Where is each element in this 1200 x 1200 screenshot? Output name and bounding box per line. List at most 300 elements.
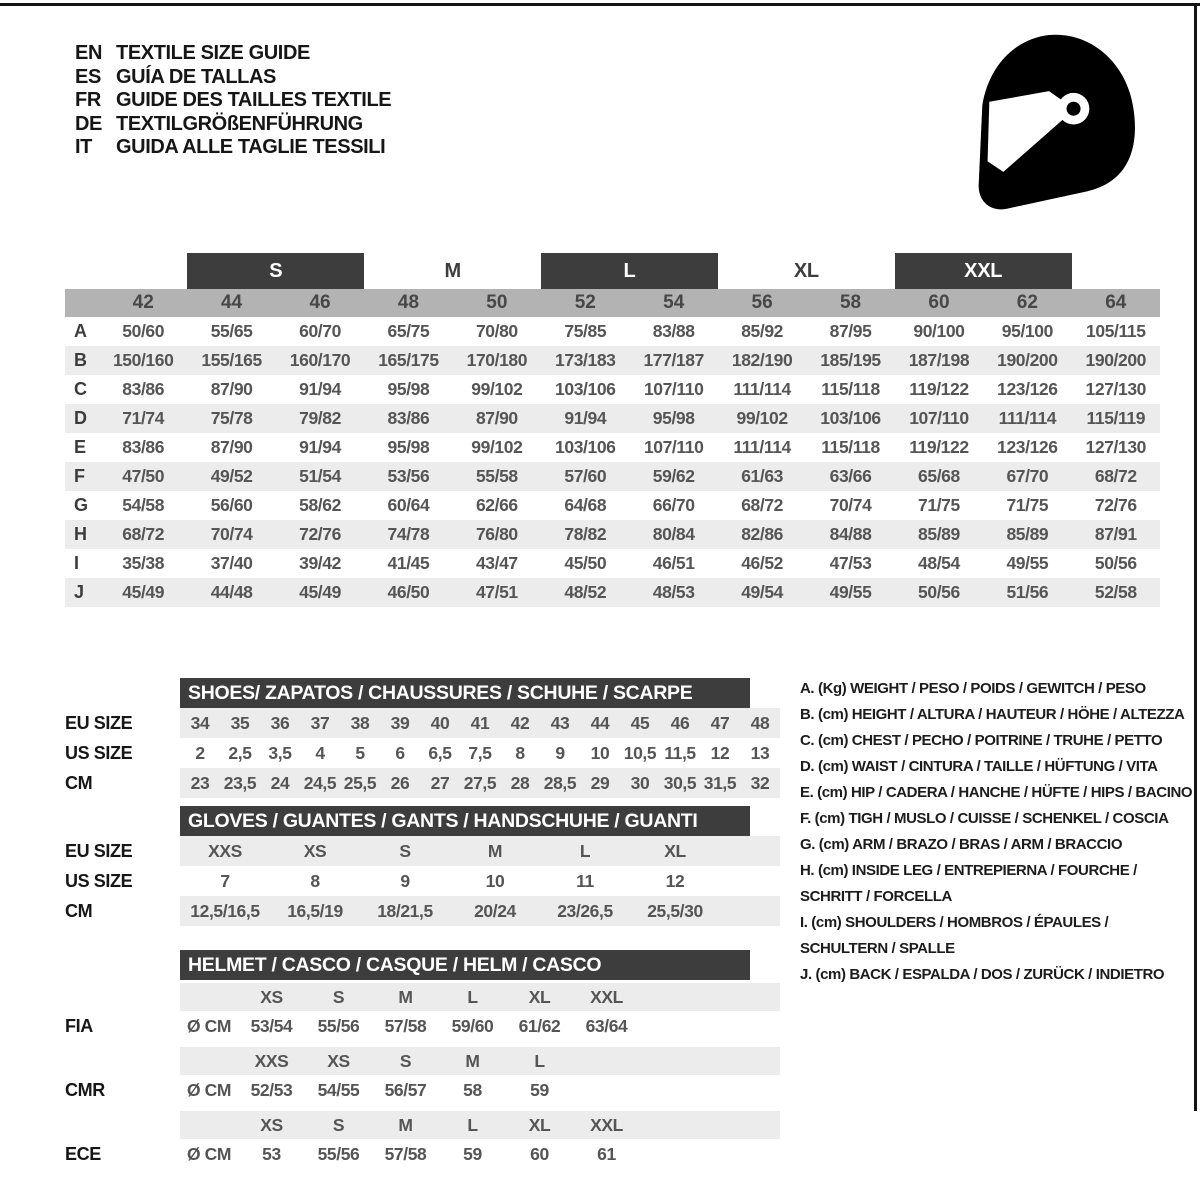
size-cell: 37	[310, 712, 330, 733]
size-group-label-s: S	[187, 253, 364, 289]
size-cell: 48/53	[652, 582, 695, 602]
size-cell: 27,5	[463, 772, 497, 793]
size-cell: 177/187	[643, 350, 704, 370]
size-cell: 165/175	[378, 350, 439, 370]
size-cell: 87/90	[210, 379, 253, 399]
size-cell: 85/89	[1006, 524, 1049, 544]
size-cell: 99/102	[471, 379, 523, 399]
size-cell: 119/122	[909, 437, 969, 457]
size-cell: 150/160	[112, 350, 174, 370]
size-cell: L	[579, 840, 591, 861]
size-cell: 65/68	[918, 466, 960, 486]
size-label: XS	[260, 986, 283, 1007]
size-cell: 39/42	[299, 553, 341, 573]
helmet-section-header: HELMET / CASCO / CASQUE / HELM / CASCO	[180, 950, 750, 980]
size-cell: 190/200	[1085, 350, 1147, 370]
size-cell: 60/64	[387, 495, 430, 515]
size-cell: 63/64	[585, 1015, 628, 1036]
row-label: US SIZE	[65, 870, 133, 891]
size-cell: 24	[270, 772, 290, 793]
size-label: L	[467, 1114, 478, 1135]
size-cell: 99/102	[471, 437, 523, 457]
size-cell: 45/49	[122, 582, 165, 602]
row-values	[180, 708, 780, 738]
size-cell: 46/51	[652, 553, 695, 573]
size-column-header: 56	[751, 292, 773, 313]
row-letter: F	[74, 466, 85, 486]
size-cell: 41/45	[387, 553, 430, 573]
legend-line: D. (cm) WAIST / CINTURA / TAILLE / HÜFTUNG / VITA	[800, 758, 1158, 775]
size-cell: 61/63	[741, 466, 784, 486]
row-label: CMR	[65, 1079, 105, 1100]
shoes-section-header: SHOES/ ZAPATOS / CHAUSSURES / SCHUHE / SCARPE	[180, 678, 750, 708]
size-label: S	[399, 1050, 412, 1071]
size-cell: 12,5/16,5	[190, 900, 260, 921]
size-cell: 187/198	[908, 350, 970, 370]
language-title: GUIDE DES TAILLES TEXTILE	[116, 89, 392, 112]
size-cell: 105/115	[1086, 321, 1146, 341]
size-cell: 57/60	[564, 466, 607, 486]
size-cell: 39	[390, 712, 410, 733]
language-code: IT	[75, 136, 92, 159]
size-cell: 59/60	[451, 1015, 494, 1036]
size-cell: 64/68	[564, 495, 607, 515]
language-title-list	[75, 42, 391, 160]
legend-line: G. (cm) ARM / BRAZO / BRAS / ARM / BRACCIO	[800, 836, 1123, 853]
language-row	[75, 42, 391, 66]
size-cell: 61/62	[518, 1015, 561, 1036]
size-cell: 16,5/19	[287, 900, 343, 921]
size-cell: 103/106	[555, 379, 616, 399]
size-cell: 68/72	[741, 495, 784, 515]
row-letter: C	[74, 379, 87, 399]
size-cell: 45/49	[299, 582, 341, 602]
size-cell: 54/55	[317, 1079, 360, 1100]
size-cell: 72/76	[299, 524, 341, 544]
size-cell: 54/58	[122, 495, 165, 515]
size-cell: XXS	[208, 840, 242, 861]
size-group-row	[65, 253, 1160, 289]
size-cell: 111/114	[998, 408, 1057, 428]
size-label: XL	[528, 1114, 551, 1135]
size-cell: 127/130	[1085, 437, 1147, 457]
legend-line: H. (cm) INSIDE LEG / ENTREPIERNA / FOURCHE /	[800, 862, 1137, 879]
size-cell: 62/66	[475, 495, 518, 515]
size-cell: 103/106	[555, 437, 616, 457]
size-column-header: 44	[221, 292, 243, 313]
table-row	[65, 738, 780, 768]
size-cell: 52/58	[1094, 582, 1137, 602]
language-title: GUIDA ALLE TAGLIE TESSILI	[116, 136, 386, 159]
size-cell: 26	[390, 772, 410, 793]
size-cell: 55/56	[317, 1143, 360, 1164]
size-cell: 59/62	[652, 466, 695, 486]
row-values	[180, 1011, 780, 1041]
diameter-unit: Ø CM	[186, 1079, 232, 1100]
size-cell: 91/94	[299, 437, 341, 457]
gloves-section	[65, 806, 780, 926]
row-values	[180, 1139, 780, 1169]
size-cell: XS	[303, 840, 327, 861]
size-cell: 61	[597, 1143, 616, 1164]
size-cell: 42	[510, 712, 530, 733]
size-cell: 75/85	[564, 321, 607, 341]
size-cell: 155/165	[201, 350, 262, 370]
size-cell: 47/51	[475, 582, 518, 602]
row-label: EU SIZE	[65, 840, 133, 861]
size-cell: 115/118	[821, 379, 880, 399]
legend-line: J. (cm) BACK / ESPALDA / DOS / ZURÜCK / INDIETRO	[800, 966, 1165, 983]
size-cell: 123/126	[997, 437, 1058, 457]
size-cell: 46/52	[741, 553, 784, 573]
size-cell: 84/88	[829, 524, 872, 544]
size-cell: 111/114	[733, 437, 791, 457]
row-label: CM	[65, 772, 93, 793]
size-cell: 107/110	[643, 437, 704, 457]
size-cell: 65/75	[387, 321, 430, 341]
table-row	[65, 1075, 780, 1105]
size-cell: 53/56	[387, 466, 430, 486]
row-values	[180, 738, 780, 768]
size-cell: 49/54	[741, 582, 784, 602]
size-cell: 38	[350, 712, 370, 733]
table-row	[65, 1111, 780, 1139]
size-cell: 3,5	[268, 742, 292, 763]
size-cell: 48	[750, 712, 770, 733]
size-cell: 47	[710, 712, 730, 733]
measurement-row	[65, 549, 1160, 578]
size-cell: 160/170	[289, 350, 351, 370]
size-cell: 7,5	[468, 742, 492, 763]
table-row	[65, 866, 780, 896]
size-cell: 83/88	[652, 321, 695, 341]
size-cell: 10,5	[623, 742, 657, 763]
row-values	[180, 866, 780, 896]
row-letter: D	[74, 408, 87, 428]
size-cell: 185/195	[820, 350, 881, 370]
size-cell: 20/24	[474, 900, 516, 921]
size-cell: 87/91	[1094, 524, 1137, 544]
language-row	[75, 113, 391, 137]
size-cell: 12	[665, 870, 685, 891]
size-cell: 58	[463, 1079, 482, 1100]
size-cell: 45	[630, 712, 650, 733]
size-cell: 28,5	[543, 772, 577, 793]
legend-line: B. (cm) HEIGHT / ALTURA / HAUTEUR / HÖHE / ALTEZZA	[800, 706, 1185, 723]
size-cell: 85/89	[918, 524, 960, 544]
size-cell: 30	[630, 772, 650, 793]
size-cell: 91/94	[564, 408, 607, 428]
legend-line: SCHRITT / FORCELLA	[800, 888, 952, 905]
table-row	[65, 836, 780, 866]
size-cell: 57/58	[384, 1143, 427, 1164]
size-label: XS	[327, 1050, 350, 1071]
size-cell: 107/110	[909, 408, 969, 428]
size-cell: 70/80	[475, 321, 518, 341]
size-cell: 190/200	[997, 350, 1058, 370]
size-cell: 56/60	[210, 495, 253, 515]
size-cell: 46/50	[387, 582, 430, 602]
size-cell: 68/72	[122, 524, 165, 544]
language-code: FR	[75, 89, 101, 112]
size-cell: 52/53	[250, 1079, 293, 1100]
row-letter: B	[74, 350, 87, 370]
size-cell: 95/98	[652, 408, 695, 428]
table-row	[65, 1011, 780, 1041]
size-cell: 56/57	[384, 1079, 427, 1100]
size-cell: 95/98	[387, 437, 430, 457]
size-cell: 59	[530, 1079, 549, 1100]
size-cell: 91/94	[299, 379, 341, 399]
size-column-header: 50	[486, 292, 508, 313]
measurement-row	[65, 404, 1160, 433]
size-cell: 63/66	[829, 466, 872, 486]
size-cell: 59	[463, 1143, 482, 1164]
size-cell: 74/78	[387, 524, 430, 544]
size-label: S	[332, 1114, 345, 1135]
size-cell: 25,5	[343, 772, 377, 793]
row-values	[180, 896, 780, 926]
language-code: ES	[75, 65, 101, 88]
size-cell: 10	[590, 742, 610, 763]
table-row	[65, 1047, 780, 1075]
measurement-row	[65, 317, 1160, 346]
table-row	[65, 708, 780, 738]
size-cell: 23/26,5	[557, 900, 613, 921]
row-letter: H	[74, 524, 87, 544]
size-cell: 68/72	[1094, 466, 1137, 486]
size-cell: 53/54	[250, 1015, 293, 1036]
size-cell: 83/86	[122, 437, 165, 457]
size-cell: 48/52	[564, 582, 607, 602]
size-cell: 37/40	[210, 553, 253, 573]
gloves-section-header: GLOVES / GUANTES / GANTS / HANDSCHUHE / GUANTI	[180, 806, 750, 836]
row-label: EU SIZE	[65, 712, 133, 733]
size-cell: 8	[310, 870, 320, 891]
table-row	[65, 1139, 780, 1169]
size-column-header: 58	[839, 292, 862, 313]
size-cell: 12	[710, 742, 730, 763]
size-cell: 83/86	[387, 408, 430, 428]
size-cell: 57/58	[384, 1015, 427, 1036]
size-cell: 32	[750, 772, 770, 793]
size-cell: XL	[664, 840, 686, 861]
language-code: DE	[75, 112, 102, 135]
size-cell: M	[487, 840, 503, 861]
size-cell: 9	[555, 742, 565, 763]
table-row	[65, 768, 780, 798]
size-column-header: 48	[397, 292, 420, 313]
size-cell: 45/50	[564, 553, 607, 573]
size-column-header: 46	[309, 292, 331, 313]
size-cell: 51/54	[299, 466, 341, 486]
size-label: M	[398, 1114, 413, 1135]
row-label	[65, 1047, 180, 1075]
measurement-row	[65, 578, 1160, 607]
apparel-size-table	[65, 253, 1160, 607]
size-cell: 115/119	[1086, 408, 1146, 428]
legend-line: E. (cm) HIP / CADERA / HANCHE / HÜFTE / HIPS / BACINO	[800, 784, 1193, 801]
size-cell: 55/58	[475, 466, 518, 486]
racing-helmet-icon	[968, 28, 1144, 214]
table-row	[65, 983, 780, 1011]
size-cell: 55/56	[317, 1015, 360, 1036]
legend-line: F. (cm) TIGH / MUSLO / CUISSE / SCHENKEL / COSCIA	[800, 810, 1169, 827]
size-cell: 87/90	[210, 437, 253, 457]
size-cell: 95/98	[387, 379, 430, 399]
size-cell: 30,5	[663, 772, 697, 793]
size-group-label-xxl: XXL	[895, 253, 1072, 289]
size-cell: 83/86	[122, 379, 165, 399]
row-letter: G	[74, 495, 88, 515]
diameter-unit: Ø CM	[186, 1143, 232, 1164]
size-label: XL	[528, 986, 551, 1007]
size-cell: 35/38	[122, 553, 165, 573]
size-column-header: 60	[928, 292, 950, 313]
size-label: S	[332, 986, 345, 1007]
language-title: TEXTILGRÖßENFÜHRUNG	[116, 112, 363, 135]
size-cell: 5	[355, 742, 365, 763]
size-cell: 70/74	[829, 495, 872, 515]
row-values	[180, 983, 780, 1011]
size-cell: 7	[220, 870, 230, 891]
size-cell: 99/102	[736, 408, 788, 428]
size-cell: 51/56	[1006, 582, 1049, 602]
size-cell: 90/100	[913, 321, 965, 341]
size-cell: 36	[270, 712, 290, 733]
row-values	[180, 1047, 780, 1075]
size-cell: 18/21,5	[377, 900, 433, 921]
size-cell: 66/70	[652, 495, 695, 515]
row-letter: E	[74, 437, 86, 457]
size-number-row	[65, 289, 1160, 317]
size-cell: 173/183	[555, 350, 616, 370]
helmet-section-rows	[65, 983, 780, 1169]
size-cell: 48/54	[918, 553, 960, 573]
shoes-section	[65, 678, 780, 798]
language-row	[75, 66, 391, 90]
size-label: XXL	[590, 1114, 623, 1135]
measurement-legend	[800, 676, 1192, 988]
size-cell: 78/82	[564, 524, 607, 544]
language-code: EN	[75, 42, 102, 65]
size-group-label-xl: XL	[793, 259, 819, 282]
measurement-row	[65, 375, 1160, 404]
size-cell: 53	[262, 1143, 281, 1164]
legend-line: I. (cm) SHOULDERS / HOMBROS / ÉPAULES /	[800, 914, 1109, 931]
size-cell: 31,5	[703, 772, 737, 793]
size-cell: 182/190	[731, 350, 793, 370]
legend-line: A. (Kg) WEIGHT / PESO / POIDS / GEWITCH / PESO	[800, 680, 1146, 697]
size-cell: 76/80	[475, 524, 518, 544]
size-cell: 87/95	[829, 321, 872, 341]
size-cell: 82/86	[741, 524, 784, 544]
size-cell: 60	[530, 1143, 549, 1164]
row-label: US SIZE	[65, 742, 133, 763]
legend-line: SCHULTERN / SPALLE	[800, 940, 955, 957]
size-cell: 43	[550, 712, 570, 733]
table-row	[65, 896, 780, 926]
size-group-label-m: M	[444, 259, 461, 282]
language-title: GUÍA DE TALLAS	[116, 65, 276, 88]
size-label: M	[398, 986, 413, 1007]
size-cell: 95/100	[1001, 321, 1053, 341]
size-label: L	[467, 986, 478, 1007]
size-cell: 35	[230, 712, 250, 733]
size-cell: 75/78	[210, 408, 253, 428]
size-cell: 10	[485, 870, 505, 891]
size-cell: 9	[400, 870, 410, 891]
size-cell: 49/55	[1006, 553, 1049, 573]
size-cell: 58/62	[299, 495, 341, 515]
size-cell: 55/65	[210, 321, 253, 341]
gloves-section-rows	[65, 836, 780, 926]
size-cell: 85/92	[741, 321, 784, 341]
row-label	[65, 983, 180, 1011]
size-cell: 60/70	[299, 321, 341, 341]
measurement-row	[65, 491, 1160, 520]
top-border-line	[0, 3, 1200, 6]
measurement-row	[65, 433, 1160, 462]
size-cell: 123/126	[997, 379, 1058, 399]
size-cell: 27	[430, 772, 450, 793]
size-cell: 23	[190, 772, 210, 793]
size-cell: 103/106	[820, 408, 881, 428]
size-cell: 47/53	[829, 553, 872, 573]
right-border-line	[1194, 3, 1197, 1111]
shoes-section-rows	[65, 708, 780, 798]
row-values	[180, 1111, 780, 1139]
size-cell: 41	[470, 712, 490, 733]
size-cell: 11,5	[664, 742, 696, 763]
size-label: M	[465, 1050, 480, 1071]
size-cell: 29	[590, 772, 610, 793]
size-cell: 111/114	[733, 379, 791, 399]
size-cell: 40	[430, 712, 450, 733]
size-cell: 4	[315, 742, 325, 763]
size-cell: 11	[576, 870, 594, 891]
size-cell: 24,5	[303, 772, 337, 793]
size-cell: 46	[670, 712, 690, 733]
row-values	[180, 768, 780, 798]
size-cell: 71/75	[1006, 495, 1049, 515]
size-cell: 70/74	[210, 524, 253, 544]
size-cell: 6	[395, 742, 405, 763]
size-cell: 28	[510, 772, 530, 793]
size-cell: 72/76	[1094, 495, 1137, 515]
row-letter: J	[74, 582, 84, 602]
size-cell: 71/75	[918, 495, 960, 515]
row-letter: A	[74, 321, 87, 341]
legend-line: C. (cm) CHEST / PECHO / POITRINE / TRUHE / PETTO	[800, 732, 1163, 749]
measurement-row	[65, 462, 1160, 491]
size-cell: S	[399, 840, 411, 861]
size-cell: 115/118	[821, 437, 880, 457]
size-cell: 119/122	[909, 379, 969, 399]
row-label: CM	[65, 900, 93, 921]
language-title: TEXTILE SIZE GUIDE	[116, 42, 310, 65]
size-cell: 50/60	[122, 321, 165, 341]
size-cell: 79/82	[299, 408, 341, 428]
language-row	[75, 136, 391, 160]
size-cell: 25,5/30	[647, 900, 703, 921]
language-row	[75, 89, 391, 113]
size-cell: 49/55	[829, 582, 872, 602]
size-cell: 34	[190, 712, 210, 733]
size-cell: 6,5	[428, 742, 452, 763]
size-label: XXL	[590, 986, 623, 1007]
row-label: FIA	[65, 1015, 93, 1036]
